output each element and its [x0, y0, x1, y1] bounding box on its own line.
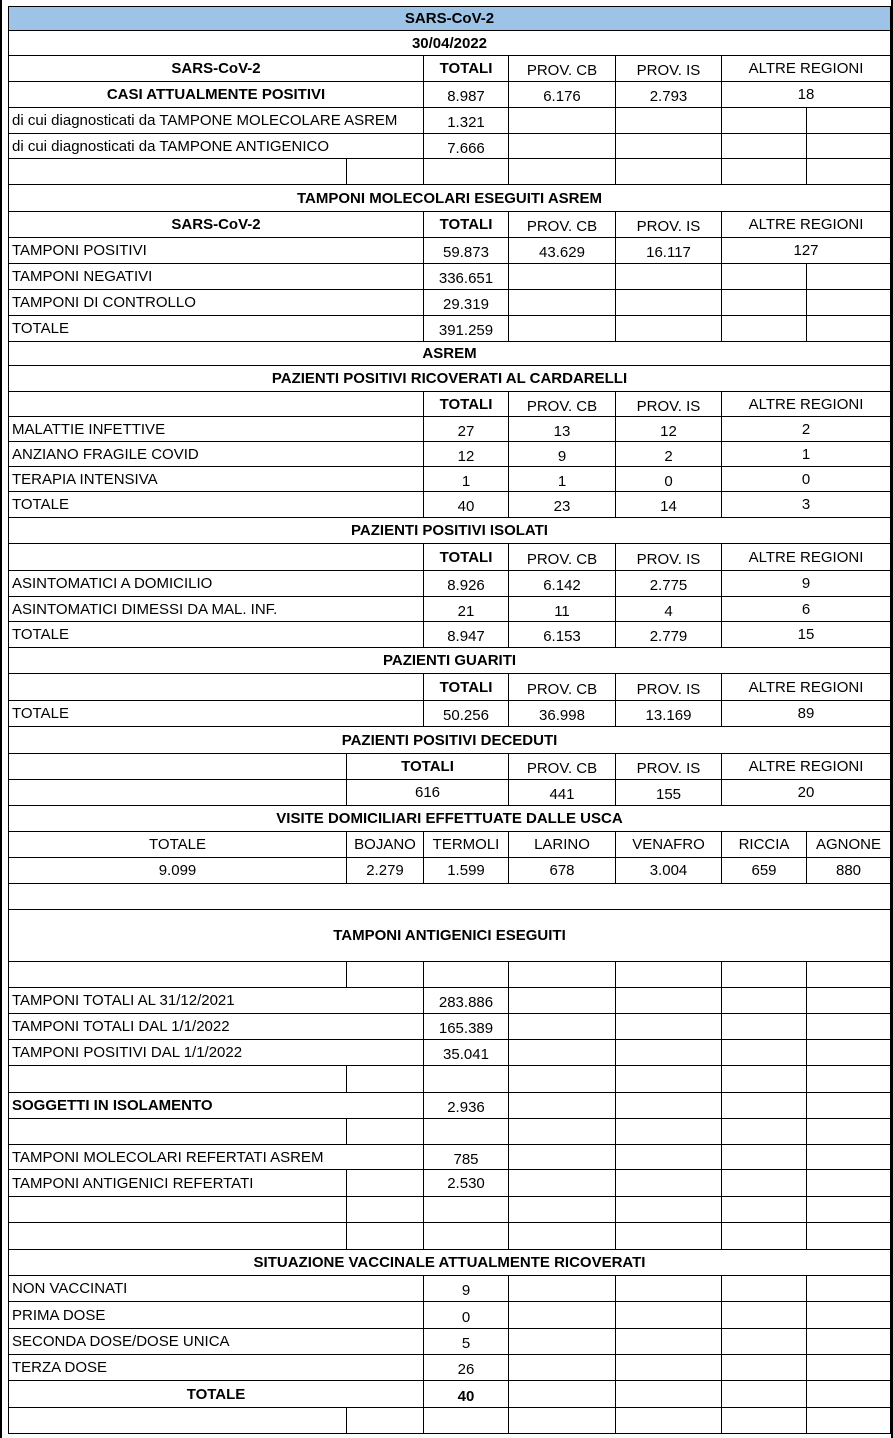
- section-title-vaccinale: SITUAZIONE VACCINALE ATTUALMENTE RICOVERATI: [8, 1250, 891, 1276]
- empty-cell: [807, 1170, 891, 1197]
- value-prov-cb: [509, 264, 616, 290]
- empty-cell: [8, 159, 347, 185]
- column-label: SARS-CoV-2: [8, 212, 424, 238]
- value-totali: 8.947: [424, 622, 509, 648]
- value-prov-cb: [509, 290, 616, 316]
- empty-cell: [722, 159, 807, 185]
- empty-cell: [347, 962, 424, 988]
- empty-cell: [424, 962, 509, 988]
- empty-cell: [347, 1197, 424, 1223]
- empty-cell: [616, 1145, 722, 1170]
- value-totali: 29.319: [424, 290, 509, 316]
- column-header-totali: TOTALI: [424, 212, 509, 238]
- row-label: TAMPONI ANTIGENICI REFERTATI: [8, 1170, 347, 1197]
- column-header-prov-is: PROV. IS: [616, 212, 722, 238]
- empty-cell: [807, 1223, 891, 1250]
- empty-cell: [347, 1066, 424, 1093]
- empty-cell: [807, 108, 891, 134]
- row-label: TERAPIA INTENSIVA: [8, 467, 424, 492]
- empty-cell: [509, 1145, 616, 1170]
- column-header-totali: TOTALI: [424, 56, 509, 82]
- usca-value: 9.099: [8, 858, 347, 884]
- row-label: di cui diagnosticati da TAMPONE ANTIGENICO: [8, 134, 424, 159]
- row-label: TERZA DOSE: [8, 1355, 424, 1381]
- empty-cell: [616, 1040, 722, 1066]
- empty-cell: [616, 1119, 722, 1145]
- row-value: 9: [424, 1276, 509, 1302]
- value-altre-regioni: 9: [722, 571, 891, 597]
- value-prov-is: [616, 264, 722, 290]
- row-value: 165.389: [424, 1014, 509, 1040]
- usca-value: 880: [807, 858, 891, 884]
- value-prov-is: [616, 108, 722, 134]
- usca-column-header: AGNONE: [807, 832, 891, 858]
- column-header-totali: TOTALI: [347, 754, 509, 780]
- value-totali: 1: [424, 467, 509, 492]
- column-header-prov-cb: PROV. CB: [509, 544, 616, 571]
- sheet-title: SARS-CoV-2: [8, 6, 891, 31]
- empty-cell: [509, 1408, 616, 1434]
- empty-cell: [424, 1119, 509, 1145]
- row-label: TAMPONI POSITIVI: [8, 238, 424, 264]
- column-header-altre-regioni: ALTRE REGIONI: [722, 754, 891, 780]
- empty-cell: [509, 1355, 616, 1381]
- empty-cell: [722, 1302, 807, 1329]
- empty-cell: [807, 1145, 891, 1170]
- empty-cell: [807, 290, 891, 316]
- column-header-altre-regioni: ALTRE REGIONI: [722, 212, 891, 238]
- empty-cell: [8, 1223, 347, 1250]
- empty-cell: [722, 1197, 807, 1223]
- empty-cell: [807, 134, 891, 159]
- value-prov-is: 2.793: [616, 82, 722, 108]
- row-label: NON VACCINATI: [8, 1276, 424, 1302]
- usca-column-header: VENAFRO: [616, 832, 722, 858]
- value-totali: 616: [347, 780, 509, 806]
- empty-cell: [722, 1381, 807, 1408]
- empty-cell: [509, 988, 616, 1014]
- empty-cell: [616, 1093, 722, 1119]
- column-header-totali: TOTALI: [424, 544, 509, 571]
- usca-column-header: LARINO: [509, 832, 616, 858]
- usca-column-header: RICCIA: [722, 832, 807, 858]
- column-header-prov-cb: PROV. CB: [509, 754, 616, 780]
- value-prov-is: [616, 290, 722, 316]
- value-altre-regioni: 0: [722, 467, 891, 492]
- value-altre-regioni: 89: [722, 701, 891, 727]
- column-header-altre-regioni: ALTRE REGIONI: [722, 392, 891, 417]
- value-prov-cb: [509, 134, 616, 159]
- empty-cell: [722, 1066, 807, 1093]
- empty-cell: [616, 1197, 722, 1223]
- empty-cell: [8, 544, 424, 571]
- empty-cell: [616, 1381, 722, 1408]
- row-label: MALATTIE INFETTIVE: [8, 417, 424, 442]
- empty-cell: [722, 962, 807, 988]
- value-totali: 8.926: [424, 571, 509, 597]
- value-totali: 8.987: [424, 82, 509, 108]
- section-title-isolati: PAZIENTI POSITIVI ISOLATI: [8, 518, 891, 544]
- column-header-prov-is: PROV. IS: [616, 674, 722, 701]
- column-header-prov-is: PROV. IS: [616, 392, 722, 417]
- value-prov-is: 0: [616, 467, 722, 492]
- value-totali: 391.259: [424, 316, 509, 342]
- usca-value: 659: [722, 858, 807, 884]
- value-totali: 7.666: [424, 134, 509, 159]
- empty-cell: [807, 1066, 891, 1093]
- section-title-usca: VISITE DOMICILIARI EFFETTUATE DALLE USCA: [8, 806, 891, 832]
- value-totali: 27: [424, 417, 509, 442]
- empty-cell: [616, 1014, 722, 1040]
- empty-cell: [722, 1223, 807, 1250]
- row-value: 0: [424, 1302, 509, 1329]
- empty-cell: [509, 1381, 616, 1408]
- usca-column-header: BOJANO: [347, 832, 424, 858]
- value-altre-regioni: 3: [722, 492, 891, 518]
- usca-value: 1.599: [424, 858, 509, 884]
- value-totali: 1.321: [424, 108, 509, 134]
- row-value: 2.530: [424, 1170, 509, 1197]
- empty-cell: [509, 1302, 616, 1329]
- usca-column-header: TOTALE: [8, 832, 347, 858]
- value-totali: 40: [424, 492, 509, 518]
- empty-cell: [807, 1119, 891, 1145]
- usca-value: 678: [509, 858, 616, 884]
- empty-cell: [616, 159, 722, 185]
- row-label: TAMPONI MOLECOLARI REFERTATI ASREM: [8, 1145, 424, 1170]
- row-label: TOTALE: [8, 622, 424, 648]
- empty-cell: [424, 1197, 509, 1223]
- empty-cell: [722, 1145, 807, 1170]
- empty-cell: [8, 674, 424, 701]
- empty-cell: [424, 159, 509, 185]
- value-prov-is: 16.117: [616, 238, 722, 264]
- empty-cell: [722, 1170, 807, 1197]
- empty-cell: [807, 1014, 891, 1040]
- row-label: TAMPONI POSITIVI DAL 1/1/2022: [8, 1040, 424, 1066]
- empty-cell: [424, 1066, 509, 1093]
- empty-cell: [424, 1408, 509, 1434]
- row-value: 2.936: [424, 1093, 509, 1119]
- value-prov-cb: 441: [509, 780, 616, 806]
- column-header-altre-regioni: ALTRE REGIONI: [722, 674, 891, 701]
- row-value: 5: [424, 1329, 509, 1355]
- row-label: TAMPONI TOTALI AL 31/12/2021: [8, 988, 424, 1014]
- empty-cell: [722, 1408, 807, 1434]
- value-prov-is: 155: [616, 780, 722, 806]
- column-header-prov-cb: PROV. CB: [509, 674, 616, 701]
- column-header-prov-is: PROV. IS: [616, 56, 722, 82]
- row-value: 785: [424, 1145, 509, 1170]
- empty-cell: [8, 780, 347, 806]
- empty-cell: [509, 1329, 616, 1355]
- column-header-altre-regioni: ALTRE REGIONI: [722, 544, 891, 571]
- section-title-antigenici: TAMPONI ANTIGENICI ESEGUITI: [8, 910, 891, 962]
- value-totali: 336.651: [424, 264, 509, 290]
- empty-cell: [807, 1408, 891, 1434]
- empty-cell: [509, 1040, 616, 1066]
- section-title-ricoverati: PAZIENTI POSITIVI RICOVERATI AL CARDARELLI: [8, 366, 891, 392]
- empty-cell: [807, 1093, 891, 1119]
- column-header-prov-cb: PROV. CB: [509, 56, 616, 82]
- empty-cell: [8, 1119, 347, 1145]
- row-label: SECONDA DOSE/DOSE UNICA: [8, 1329, 424, 1355]
- value-totali: 50.256: [424, 701, 509, 727]
- empty-cell: [807, 316, 891, 342]
- usca-column-header: TERMOLI: [424, 832, 509, 858]
- empty-cell: [8, 962, 347, 988]
- empty-cell: [722, 316, 807, 342]
- value-altre-regioni: 15: [722, 622, 891, 648]
- empty-cell: [509, 1223, 616, 1250]
- empty-cell: [807, 962, 891, 988]
- column-header-prov-cb: PROV. CB: [509, 392, 616, 417]
- value-prov-cb: [509, 316, 616, 342]
- row-value: 40: [424, 1381, 509, 1408]
- section-title-tamponi-molecolari: TAMPONI MOLECOLARI ESEGUITI ASREM: [8, 185, 891, 212]
- empty-cell: [722, 264, 807, 290]
- row-label: TOTALE: [8, 701, 424, 727]
- value-prov-is: 2: [616, 442, 722, 467]
- row-value: 283.886: [424, 988, 509, 1014]
- column-header-totali: TOTALI: [424, 392, 509, 417]
- empty-cell: [722, 1040, 807, 1066]
- empty-cell: [807, 988, 891, 1014]
- empty-cell: [347, 1223, 424, 1250]
- empty-cell: [616, 1223, 722, 1250]
- value-prov-is: 2.779: [616, 622, 722, 648]
- value-prov-cb: 9: [509, 442, 616, 467]
- empty-cell: [722, 1119, 807, 1145]
- empty-cell: [807, 1040, 891, 1066]
- empty-cell: [807, 1302, 891, 1329]
- value-altre-regioni: 18: [722, 82, 891, 108]
- empty-cell: [8, 1197, 347, 1223]
- empty-cell: [722, 1093, 807, 1119]
- usca-value: 2.279: [347, 858, 424, 884]
- empty-cell: [616, 1170, 722, 1197]
- empty-cell: [424, 1223, 509, 1250]
- column-header-altre-regioni: ALTRE REGIONI: [722, 56, 891, 82]
- empty-cell: [807, 264, 891, 290]
- value-prov-cb: 6.142: [509, 571, 616, 597]
- row-label: PRIMA DOSE: [8, 1302, 424, 1329]
- empty-cell: [347, 1170, 424, 1197]
- section-title-guariti: PAZIENTI GUARITI: [8, 648, 891, 674]
- value-prov-cb: [509, 108, 616, 134]
- empty-cell: [722, 290, 807, 316]
- empty-cell: [347, 1408, 424, 1434]
- value-prov-cb: 6.153: [509, 622, 616, 648]
- row-value: 26: [424, 1355, 509, 1381]
- value-prov-is: 13.169: [616, 701, 722, 727]
- empty-cell: [722, 1276, 807, 1302]
- row-label: TOTALE: [8, 1381, 424, 1408]
- value-prov-cb: 13: [509, 417, 616, 442]
- value-totali: 12: [424, 442, 509, 467]
- empty-cell: [509, 1093, 616, 1119]
- column-label: SARS-CoV-2: [8, 56, 424, 82]
- section-title-deceduti: PAZIENTI POSITIVI DECEDUTI: [8, 727, 891, 754]
- empty-cell: [616, 1355, 722, 1381]
- value-altre-regioni: 6: [722, 597, 891, 622]
- row-label: TAMPONI TOTALI DAL 1/1/2022: [8, 1014, 424, 1040]
- empty-cell: [722, 1355, 807, 1381]
- value-prov-is: [616, 316, 722, 342]
- value-prov-cb: 23: [509, 492, 616, 518]
- row-label: SOGGETTI IN ISOLAMENTO: [8, 1093, 424, 1119]
- empty-cell: [807, 1355, 891, 1381]
- row-label: ASINTOMATICI DIMESSI DA MAL. INF.: [8, 597, 424, 622]
- row-label: TAMPONI NEGATIVI: [8, 264, 424, 290]
- empty-cell: [616, 1066, 722, 1093]
- value-prov-is: [616, 134, 722, 159]
- empty-cell: [509, 1119, 616, 1145]
- row-label: CASI ATTUALMENTE POSITIVI: [8, 82, 424, 108]
- value-prov-cb: 36.998: [509, 701, 616, 727]
- empty-cell: [8, 392, 424, 417]
- empty-cell: [509, 1276, 616, 1302]
- row-label: ANZIANO FRAGILE COVID: [8, 442, 424, 467]
- empty-cell: [616, 988, 722, 1014]
- row-label: ASINTOMATICI A DOMICILIO: [8, 571, 424, 597]
- empty-cell: [8, 754, 347, 780]
- empty-cell: [8, 1066, 347, 1093]
- empty-cell: [807, 1329, 891, 1355]
- value-prov-cb: 43.629: [509, 238, 616, 264]
- row-label: TOTALE: [8, 492, 424, 518]
- row-label: TAMPONI DI CONTROLLO: [8, 290, 424, 316]
- value-altre-regioni: 1: [722, 442, 891, 467]
- column-header-totali: TOTALI: [424, 674, 509, 701]
- report-date: 30/04/2022: [8, 31, 891, 56]
- empty-cell: [347, 159, 424, 185]
- empty-cell: [8, 1408, 347, 1434]
- empty-cell: [509, 962, 616, 988]
- empty-cell: [616, 1302, 722, 1329]
- value-prov-cb: 1: [509, 467, 616, 492]
- row-value: 35.041: [424, 1040, 509, 1066]
- value-totali: 59.873: [424, 238, 509, 264]
- empty-cell: [509, 1170, 616, 1197]
- empty-cell: [722, 134, 807, 159]
- empty-cell: [509, 159, 616, 185]
- value-prov-cb: 11: [509, 597, 616, 622]
- column-header-prov-is: PROV. IS: [616, 754, 722, 780]
- row-label: di cui diagnosticati da TAMPONE MOLECOLARE ASREM: [8, 108, 424, 134]
- column-header-prov-is: PROV. IS: [616, 544, 722, 571]
- empty-row: [8, 884, 891, 910]
- empty-cell: [722, 108, 807, 134]
- value-prov-is: 4: [616, 597, 722, 622]
- row-label: TOTALE: [8, 316, 424, 342]
- empty-cell: [807, 1381, 891, 1408]
- value-altre-regioni: 20: [722, 780, 891, 806]
- empty-cell: [807, 159, 891, 185]
- empty-cell: [509, 1066, 616, 1093]
- value-prov-is: 2.775: [616, 571, 722, 597]
- empty-cell: [722, 988, 807, 1014]
- empty-cell: [616, 1408, 722, 1434]
- empty-cell: [722, 1329, 807, 1355]
- value-altre-regioni: 2: [722, 417, 891, 442]
- value-altre-regioni: 127: [722, 238, 891, 264]
- empty-cell: [347, 1119, 424, 1145]
- value-prov-cb: 6.176: [509, 82, 616, 108]
- empty-cell: [807, 1276, 891, 1302]
- value-prov-is: 14: [616, 492, 722, 518]
- empty-cell: [807, 1197, 891, 1223]
- empty-cell: [616, 1276, 722, 1302]
- value-totali: 21: [424, 597, 509, 622]
- empty-cell: [616, 1329, 722, 1355]
- column-header-prov-cb: PROV. CB: [509, 212, 616, 238]
- value-prov-is: 12: [616, 417, 722, 442]
- empty-cell: [509, 1197, 616, 1223]
- section-title-asrem: ASREM: [8, 342, 891, 366]
- empty-cell: [722, 1014, 807, 1040]
- empty-cell: [616, 962, 722, 988]
- usca-value: 3.004: [616, 858, 722, 884]
- empty-cell: [509, 1014, 616, 1040]
